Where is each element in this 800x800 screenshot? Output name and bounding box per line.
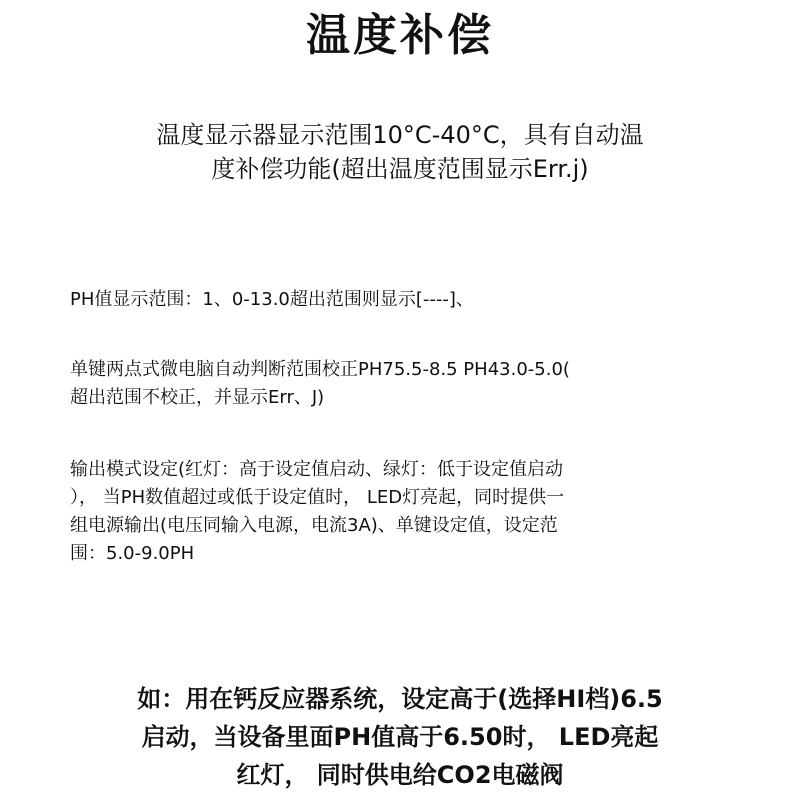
output-mode-line-4: 围：5.0-9.0PH (70, 543, 195, 564)
temperature-compensation-intro (0, 118, 800, 186)
output-mode-line-1: 输出模式设定(红灯：高于设定值启动、绿灯：低于设定值启动 (70, 459, 564, 480)
intro-line-2: 度补偿功能(超出温度范围显示Err.j) (211, 155, 589, 183)
output-mode-paragraph (70, 456, 740, 568)
output-mode-line-2: ）， 当PH数值超过或低于设定值时， LED灯亮起，同时提供一 (70, 487, 565, 508)
usage-example (0, 680, 800, 794)
ph-range-paragraph (70, 286, 740, 314)
calibration-line-2: 超出范围不校正，并显示Err、J) (70, 387, 325, 408)
ph-range-line-1: PH值显示范围：1、0-13.0超出范围则显示[----]、 (70, 289, 474, 310)
calibration-line-1: 单键两点式微电脑自动判断范围校正PH75.5-8.5 PH43.0-5.0( (70, 359, 570, 380)
calibration-paragraph (70, 356, 740, 412)
example-line-3: 红灯， 同时供电给CO2电磁阀 (236, 761, 564, 789)
example-line-2: 启动，当设备里面PH值高于6.50时， LED亮起 (141, 723, 659, 751)
intro-line-1: 温度显示器显示范围10°C-40°C，具有自动温 (156, 121, 644, 149)
example-line-1: 如：用在钙反应器系统，设定高于(选择HI档)6.5 (137, 685, 663, 713)
output-mode-line-3: 组电源输出(电压同输入电源，电流3A)、单键设定值，设定范 (70, 515, 558, 536)
page-title: 温度补偿 (306, 10, 494, 61)
